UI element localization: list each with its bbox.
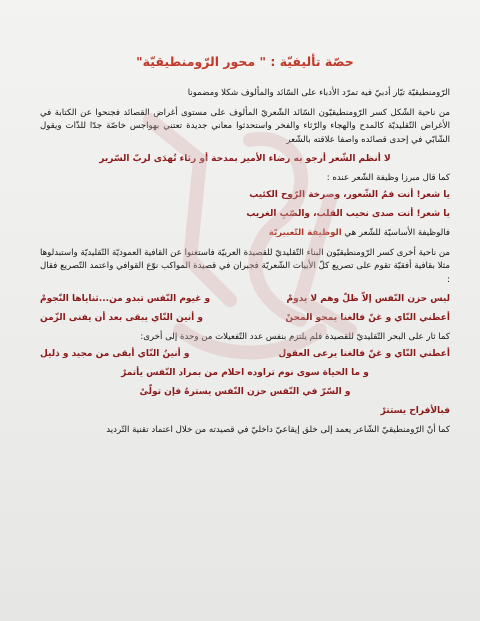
page-title: حصّة تأليفيّة : " محور الرّومنطيقيّة" xyxy=(136,54,354,69)
rhythm-paragraph: كما أنّ الرّومنطيقيّ الشّاعر يعمد إلى خلق إيقاعيّ داخليّ في قصيدته من خلال اعتماد تقنية التّرديد xyxy=(106,424,450,435)
verse-line: لا أنظم الشّعر أرجو به رضاء الأمير بمدحة أو رثاء تُهدَى لربّ السّرير xyxy=(99,154,391,165)
function-line xyxy=(40,227,450,241)
verse-pair xyxy=(40,348,450,361)
verse-line: يا شعر! أنت فمُ الشّعور، وصرخة الرّوح الكئيب xyxy=(249,189,450,200)
verse-pair xyxy=(40,293,450,306)
structure-paragraph: من ناحية أخرى كسر الرّومنطيقيّون البناء التّقليديّ للقصيدة العربيّة فاستغنوا عن القافية العموديّة التّقليديّة واستبدلوها مثلا بقافية أفقيّة تقوم على تصريع كلّ الأبيات الشّعريّة فجبران في قصيدة المواكب نوّع القوافي واعتمد التّصريع فقال : xyxy=(40,247,450,285)
verse-line: يا شعر! أنت صدى نحيب القلب، والصّبِ الغريب xyxy=(246,208,450,219)
verse-line: و السّرّ في النّفس حزن النّفس يسترهُ فإن تولّىْ xyxy=(139,386,351,397)
form-paragraph: من ناحية الشّكل كسر الرّومنطيقيّون السّائد الشّعريّ المألوف على مستوى أغراض القصائد فجنحوا عن الكتابة في الأغراض التّقليديّة كالمدح والهجاء والرّثاء والفخر واستحدثوا معاني جديدة تعتني بهواجس خاصّة جدّا للذّات ويقول الشّابّي في إحدى قصائده واصفا علاقته بالشّعر xyxy=(40,107,450,145)
verse-hemistich: و أنينُ النّاي أبقى من مجيد و ذليل xyxy=(40,348,190,359)
intro-line: كما قال مبرزا وظيفة الشّعر عنده : xyxy=(326,173,450,184)
verse-pair xyxy=(40,312,450,325)
verse-line: فبالأفراح يستترْ xyxy=(380,405,450,416)
verse-hemistich: و غيوم النّفس تبدو من...ثناياها النّجومْ xyxy=(40,294,211,305)
verse-hemistich: أعطني النّاي و غنّ فالغنا يرعى العقول xyxy=(278,348,450,359)
meter-line: كما ثار على البحر التّقليديّ للقصيدة فلم يلتزم بنفس عدد التّفعيلات من وحدة إلى أخرى: xyxy=(140,332,450,343)
function-highlight: الوظيفة التّعبيريّة xyxy=(268,227,342,238)
verse-hemistich: أعطني النّاي و غنّ فالغنا يمحو المحنْ xyxy=(285,313,450,324)
function-text: فالوظيفة الأساسيّة للشّعر هي xyxy=(344,227,450,238)
verse-line: و ما الحياة سوى نوم تراوده احلام من بمراد النّفس يأتمرْ xyxy=(121,367,369,378)
intro-paragraph: الرّومنطيقيّة تيّار أدبيّ فيه تمرّد الأدباء على السّائد والمألوف شكلا ومضمونا xyxy=(187,88,450,98)
verse-hemistich: و أنين النّاي يبقى بعد أن يفنى الزّمن xyxy=(40,313,203,324)
verse-hemistich: ليس حزن النّفس إلاّ ظلّ وهم لا يدومْ xyxy=(286,294,450,305)
